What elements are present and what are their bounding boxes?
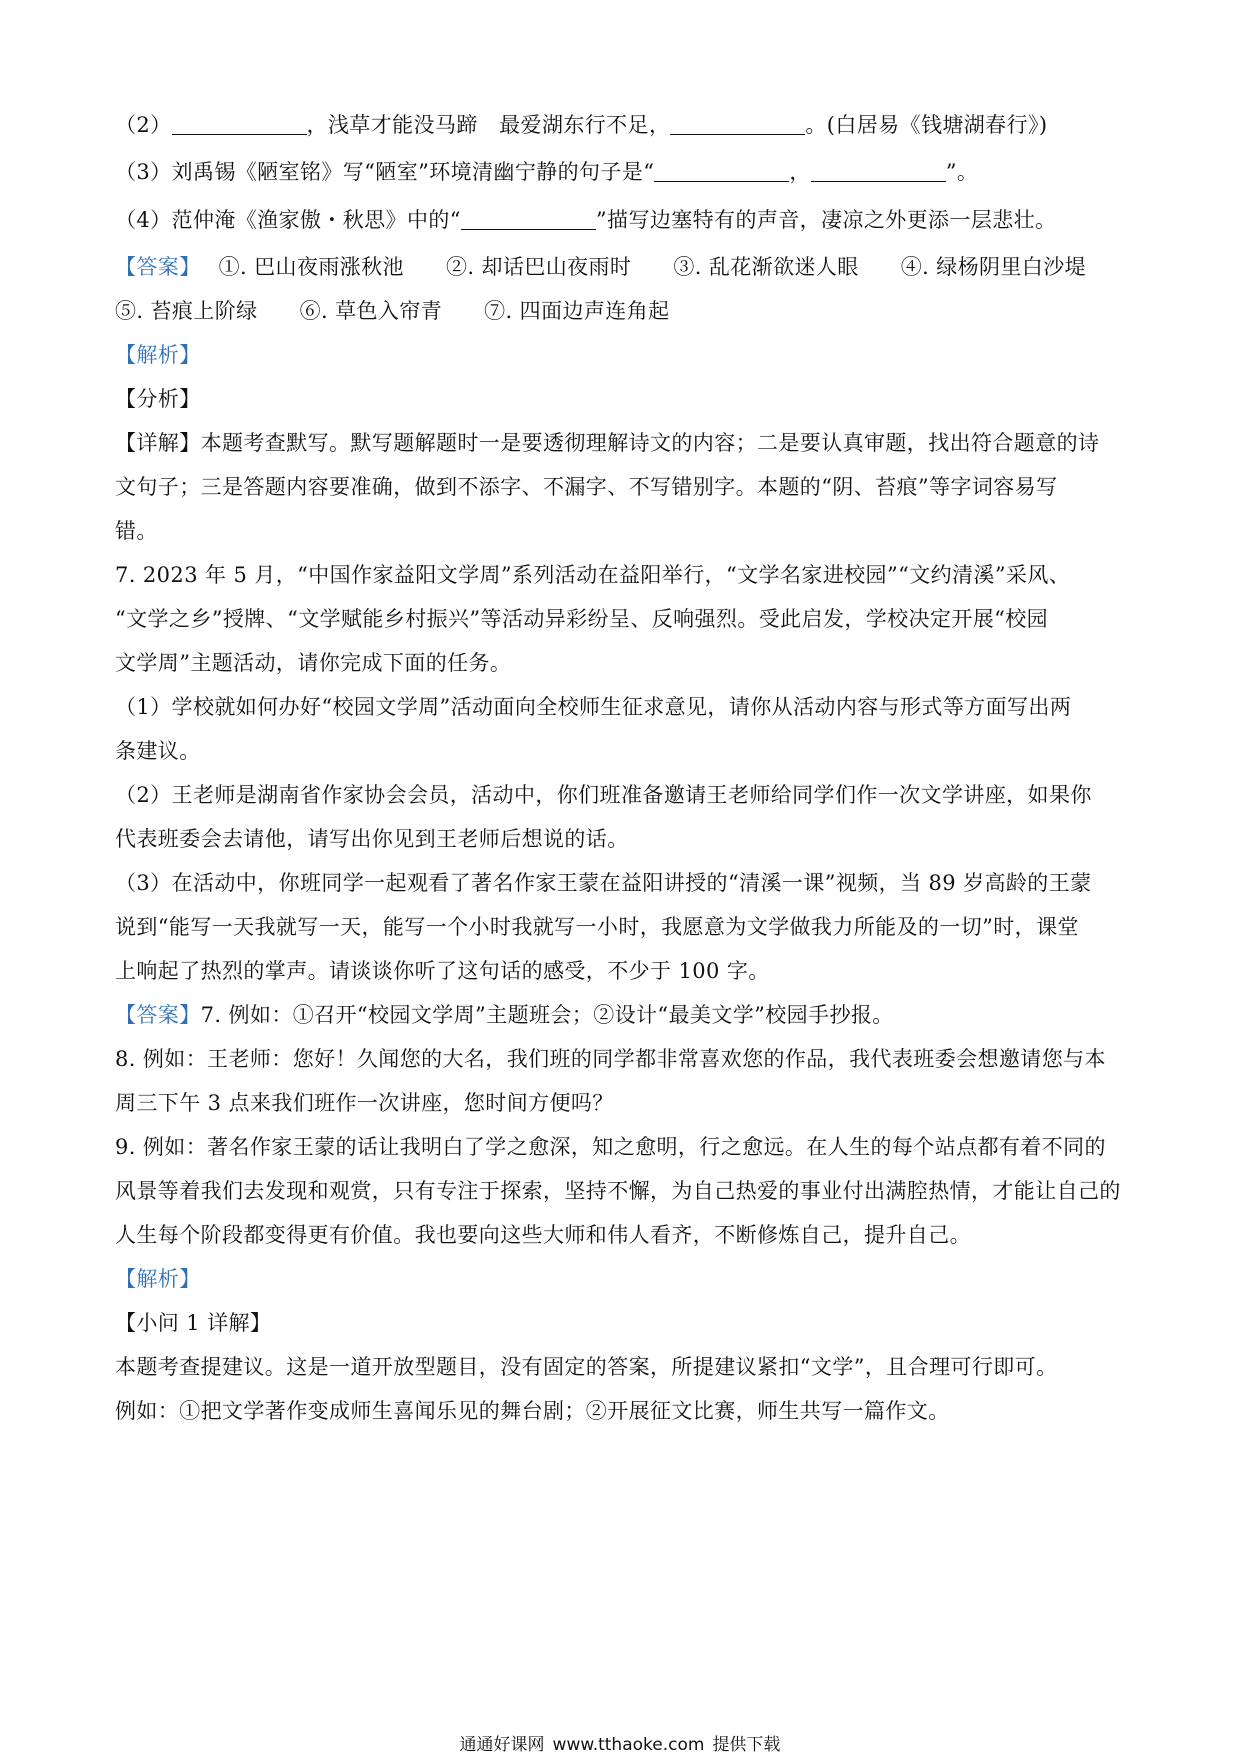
answer-7: 7. 例如：①召开“校园文学周”主题班会；②设计“最美文学”校园手抄报。 (200, 1003, 894, 1027)
answer-item: ①. 巴山夜雨涨秋池 (218, 255, 404, 279)
page-footer (0, 1730, 1240, 1755)
answer-item: ③. 乱花渐欲迷人眼 (673, 255, 859, 279)
sub1-detail-line: 例如：①把文学著作变成师生喜闻乐见的舞台剧；②开展征文比赛，师生共写一篇作文。 (115, 1399, 950, 1423)
answer-8-line: 周三下午 3 点来我们班作一次讲座，您时间方便吗？ (115, 1091, 614, 1115)
q6-detail-line: 文句子；三是答题内容要准确，做到不添字、不漏字、不写错别字。本题的“阴、苔痕”等字词容易写 (115, 475, 1058, 499)
q6-item-2-mid: ，浅草才能没马蹄 最爱湖东行不足， (306, 113, 671, 137)
answer-tag: 【答案】 (115, 1003, 201, 1027)
q7-stem-line: 文学周”主题活动，请你完成下面的任务。 (115, 651, 512, 675)
q7-sub2-line: 代表班委会去请他，请写出你见到王老师后想说的话。 (115, 827, 629, 851)
q6-item-4-prefix: （4）范仲淹《渔家傲・秋思》中的“ (115, 208, 461, 232)
q6-item-3 (115, 157, 1135, 187)
q6-answers-line-2 (115, 296, 1135, 326)
footer-site-name: 通通好课网 (459, 1735, 545, 1755)
q7-sub3-line: 说到“能写一天我就写一天，能写一个小时我就写一小时，我愿意为文学做我力所能及的一切”时，课堂 (115, 915, 1079, 939)
q6-answers-line-1 (115, 252, 1135, 282)
q6-item-3-suffix: ”。 (945, 160, 979, 184)
fill-blank (172, 112, 307, 135)
answer-8-line: 8. 例如：王老师：您好！久闻您的大名，我们班的同学都非常喜欢您的作品，我代表班委会想邀请您与本 (115, 1047, 1106, 1071)
q6-item-3-prefix: （3）刘禹锡《陋室铭》写“陋室”环境清幽宁静的句子是“ (115, 160, 655, 184)
fill-blank (670, 112, 805, 135)
q7-sub2-line: （2）王老师是湖南省作家协会会员，活动中，你们班准备邀请王老师给同学们作一次文学讲座，如果你 (115, 783, 1092, 807)
fill-blank (461, 207, 596, 230)
q6-item-3-mid: ， (789, 160, 811, 184)
analysis-tag: 【解析】 (115, 1267, 201, 1291)
footer-url[interactable]: www.tthaoke.com (552, 1735, 705, 1755)
answer-item: ⑤. 苔痕上阶绿 (115, 299, 258, 323)
q6-detail-line: 【详解】本题考查默写。默写题解题时一是要透彻理解诗文的内容；二是要认真审题，找出符合题意的诗 (115, 431, 1100, 455)
q7-sub1-line: （1）学校就如何办好“校园文学周”活动面向全校师生征求意见，请你从活动内容与形式等方面写出两 (115, 695, 1072, 719)
q7-sub1-line: 条建议。 (115, 739, 201, 763)
fill-blank (811, 159, 946, 182)
fenxi-tag: 【分析】 (115, 387, 201, 411)
q7-stem-line: 7. 2023 年 5 月，“中国作家益阳文学周”系列活动在益阳举行，“文学名家进校园”“文约清溪”采风、 (115, 563, 1071, 587)
q6-item-2-prefix: （2） (115, 113, 172, 137)
sub1-detail-line: 本题考查提建议。这是一道开放型题目，没有固定的答案，所提建议紧扣“文学”，且合理可行即可。 (115, 1355, 1058, 1379)
q7-answer-line (115, 1000, 1135, 1030)
q6-item-2-suffix: 。(白居易《钱塘湖春行》) (805, 113, 1048, 137)
q7-stem-line: “文学之乡”授牌、“文学赋能乡村振兴”等活动异彩纷呈、反响强烈。受此启发，学校决定开展“校园 (115, 607, 1049, 631)
q6-detail-line: 错。 (115, 519, 158, 543)
answer-tag: 【答案】 (115, 255, 201, 279)
answer-item: ⑥. 草色入帘青 (299, 299, 443, 323)
q6-item-2 (115, 110, 1135, 140)
sub1-title: 【小问 1 详解】 (115, 1311, 272, 1335)
q7-sub3-line: （3）在活动中，你班同学一起观看了著名作家王蒙在益阳讲授的“清溪一课”视频，当 89 岁高龄的王蒙 (115, 871, 1092, 895)
answer-9-line: 风景等着我们去发现和观赏，只有专注于探索，坚持不懈，为自己热爱的事业付出满腔热情，才能让自己的 (115, 1179, 1121, 1203)
q7-sub3-line: 上响起了热烈的掌声。请谈谈你听了这句话的感受，不少于 100 字。 (115, 959, 770, 983)
analysis-tag: 【解析】 (115, 343, 201, 367)
answer-item: ②. 却话巴山夜雨时 (445, 255, 632, 279)
footer-suffix: 提供下载 (712, 1735, 781, 1755)
answer-item: ④. 绿杨阴里白沙堤 (900, 255, 1087, 279)
answer-9-line: 人生每个阶段都变得更有价值。我也要向这些大师和伟人看齐，不断修炼自己，提升自己。 (115, 1223, 971, 1247)
fill-blank (654, 159, 789, 182)
q6-item-4 (115, 205, 1135, 235)
answer-9-line: 9. 例如：著名作家王蒙的话让我明白了学之愈深，知之愈明，行之愈远。在人生的每个站点都有着不同的 (115, 1135, 1106, 1159)
q6-item-4-suffix: ”描写边塞特有的声音，凄凉之外更添一层悲壮。 (595, 208, 1057, 232)
answer-item: ⑦. 四面边声连角起 (484, 299, 670, 323)
